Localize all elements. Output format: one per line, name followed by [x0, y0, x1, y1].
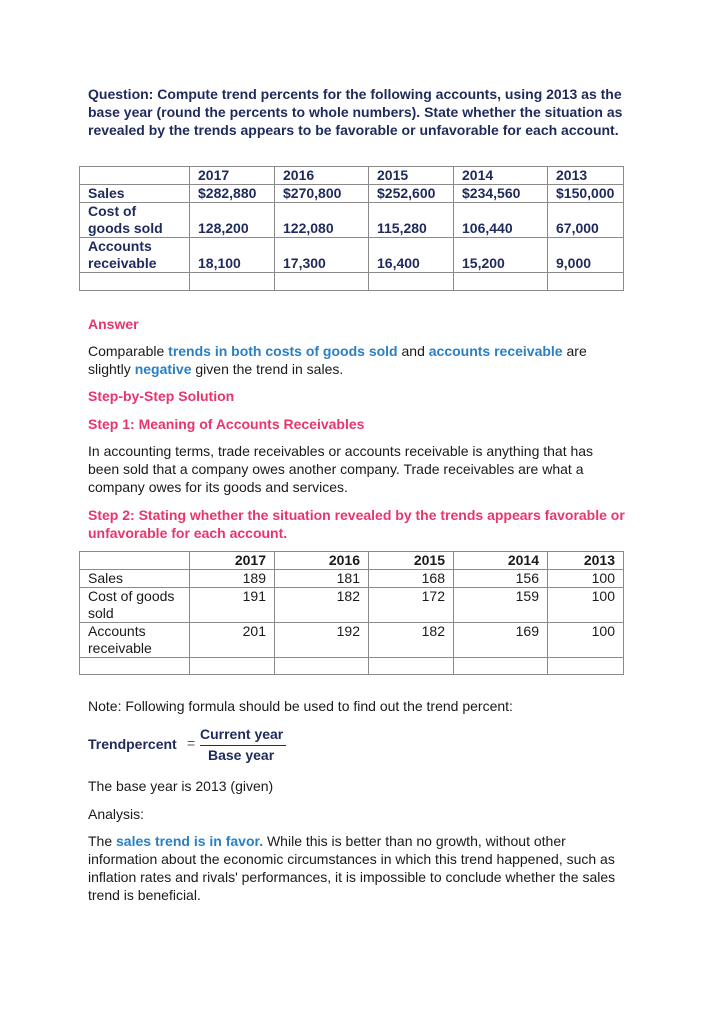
- year-header: 2016: [275, 552, 369, 570]
- answer-text: Comparable: [88, 343, 169, 359]
- table-cell: 159: [454, 588, 548, 623]
- table-cell: 156: [454, 570, 548, 588]
- row-label: Accounts receivable: [80, 623, 190, 658]
- answer-highlight: trends in both costs of goods sold: [168, 343, 398, 359]
- year-header: 2015: [369, 552, 454, 570]
- formula-lhs: Trendpercent: [88, 736, 177, 752]
- year-header: 2014: [454, 552, 548, 570]
- analysis-highlight: sales trend is in favor.: [116, 833, 264, 849]
- answer-highlight: negative: [134, 361, 192, 377]
- table-cell: 115,280: [369, 203, 454, 238]
- row-label: Cost of goods sold: [80, 203, 190, 238]
- answer-text: are slightly: [88, 343, 587, 377]
- table-row: [80, 203, 624, 238]
- table-row: [80, 185, 624, 203]
- table-cell: $150,000: [548, 185, 624, 203]
- answer-text: and: [397, 343, 429, 359]
- table-header-row: [80, 167, 624, 185]
- trend-percent-table: [79, 551, 624, 675]
- trend-formula: [88, 726, 308, 766]
- row-label: Sales: [80, 185, 190, 203]
- table-row: [80, 623, 624, 658]
- table-row: [80, 570, 624, 588]
- step1-text: In accounting terms, trade receivables or accounts receivable is anything that has been sold that a company owes another company. Trade receivables are what a company owes for its goods and services.: [88, 443, 594, 495]
- table-cell: 9,000: [548, 238, 624, 273]
- row-label: Cost of goods sold: [80, 588, 190, 623]
- year-header: 2017: [190, 167, 275, 185]
- table-cell: 172: [369, 588, 454, 623]
- table-cell: 181: [275, 570, 369, 588]
- accounts-table: [79, 166, 624, 291]
- formula-note: Note: Following formula should be used to find out the trend percent:: [88, 698, 513, 714]
- table-cell: 128,200: [190, 203, 275, 238]
- table-cell: 100: [548, 623, 624, 658]
- analysis-text: The: [88, 833, 117, 849]
- table-cell: $252,600: [369, 185, 454, 203]
- analysis-text: While this is better than no growth, without other information about the economic circumstances in which this trend happened, such as inflation rates and rivals' performances, it is impossible to conclude whether the sales trend is beneficial.: [88, 833, 616, 903]
- table-cell: 100: [548, 588, 624, 623]
- table-cell: [548, 273, 624, 291]
- answer-heading: Answer: [88, 316, 139, 332]
- table-cell: 169: [454, 623, 548, 658]
- answer-paragraph: [88, 342, 628, 378]
- table-row: [80, 588, 624, 623]
- year-header: 2013: [548, 552, 624, 570]
- table-cell: $282,880: [190, 185, 275, 203]
- empty-table-row: [80, 273, 624, 291]
- table-cell: 18,100: [190, 238, 275, 273]
- empty-table-row: [80, 658, 624, 675]
- solution-heading: Step-by-Step Solution: [88, 388, 235, 404]
- table-cell: [369, 273, 454, 291]
- table-cell: [454, 658, 548, 675]
- table-cell: 182: [275, 588, 369, 623]
- table-cell: [454, 273, 548, 291]
- table-cell: [190, 658, 275, 675]
- analysis-label: Analysis:: [88, 806, 145, 822]
- table-corner-cell: [80, 552, 190, 570]
- table-cell: 17,300: [275, 238, 369, 273]
- table-cell: $270,800: [275, 185, 369, 203]
- table-cell: [80, 273, 190, 291]
- row-label: Accounts receivable: [80, 238, 190, 273]
- analysis-paragraph: [88, 832, 628, 904]
- table-cell: [275, 273, 369, 291]
- row-label: Sales: [80, 570, 190, 588]
- table-cell: [548, 658, 624, 675]
- table-cell: 168: [369, 570, 454, 588]
- table-cell: [275, 658, 369, 675]
- formula-denominator: Base year: [208, 747, 275, 763]
- table-cell: 201: [190, 623, 275, 658]
- table-cell: 67,000: [548, 203, 624, 238]
- fraction-bar: [200, 745, 286, 746]
- table-cell: 182: [369, 623, 454, 658]
- table-cell: 16,400: [369, 238, 454, 273]
- table-corner-cell: [80, 167, 190, 185]
- base-year-text: The base year is 2013 (given): [88, 778, 274, 794]
- table-row: [80, 238, 624, 273]
- table-cell: [80, 658, 190, 675]
- table-cell: 191: [190, 588, 275, 623]
- answer-highlight: accounts receivable: [428, 343, 563, 359]
- formula-equals: =: [187, 735, 196, 751]
- table-cell: [190, 273, 275, 291]
- table-cell: 192: [275, 623, 369, 658]
- table-cell: 106,440: [454, 203, 548, 238]
- table-cell: 122,080: [275, 203, 369, 238]
- formula-numerator: Current year: [200, 726, 284, 742]
- table-cell: [369, 658, 454, 675]
- table-cell: 15,200: [454, 238, 548, 273]
- table-cell: 189: [190, 570, 275, 588]
- table-cell: $234,560: [454, 185, 548, 203]
- question-text: Question: Compute trend percents for the following accounts, using 2013 as the base year (round the percents to whole numbers). State whether the situation as revealed by the trends appears to be favorable or unfavorable for each account.: [88, 86, 623, 138]
- year-header: 2013: [548, 167, 624, 185]
- year-header: 2014: [454, 167, 548, 185]
- table-header-row: [80, 552, 624, 570]
- step1-heading: Step 1: Meaning of Accounts Receivables: [88, 416, 365, 432]
- table-cell: 100: [548, 570, 624, 588]
- year-header: 2015: [369, 167, 454, 185]
- answer-text: given the trend in sales.: [191, 361, 344, 377]
- year-header: 2016: [275, 167, 369, 185]
- step2-heading: Step 2: Stating whether the situation revealed by the trends appears favorable or unfavorable for each account.: [88, 507, 625, 541]
- year-header: 2017: [190, 552, 275, 570]
